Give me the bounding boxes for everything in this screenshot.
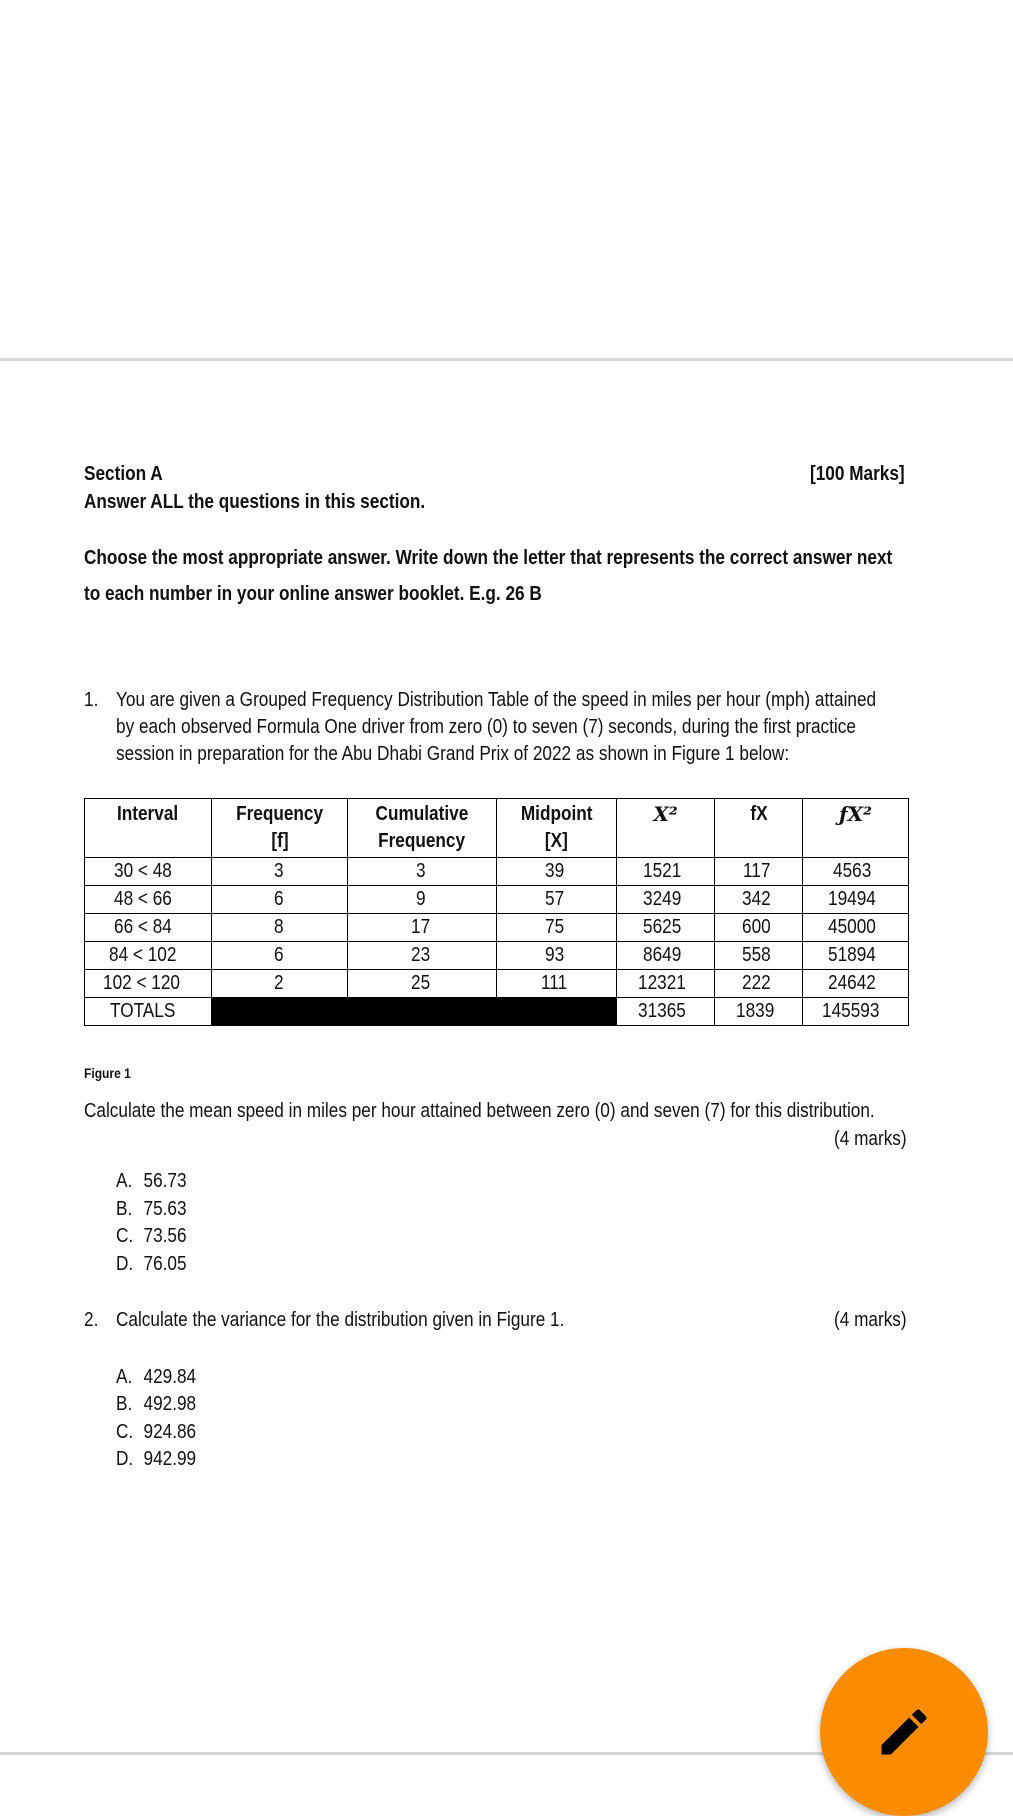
page-divider-top bbox=[0, 358, 1013, 361]
cell-fx: 342 bbox=[715, 886, 803, 914]
header-frequency: Frequency [f] bbox=[212, 799, 348, 858]
header-x-squared: X² bbox=[617, 799, 715, 858]
cell-midpoint: 57 bbox=[497, 886, 617, 914]
cell-fx: 600 bbox=[715, 914, 803, 942]
cell-total-fx: 1839 bbox=[715, 998, 803, 1026]
q2-option-c[interactable]: C. 924.86 bbox=[116, 1421, 197, 1443]
cell-total-fx-squared: 145593 bbox=[803, 998, 909, 1026]
cell-fx: 117 bbox=[715, 858, 803, 886]
cell-totals-label: TOTALS bbox=[85, 998, 212, 1026]
pencil-icon bbox=[874, 1702, 934, 1762]
cell-fx-squared: 51894 bbox=[803, 942, 909, 970]
section-title: Section A bbox=[84, 463, 163, 485]
cell-interval: 30 < 48 bbox=[85, 858, 212, 886]
cell-midpoint: 111 bbox=[497, 970, 617, 998]
cell-x-squared: 5625 bbox=[617, 914, 715, 942]
table-row bbox=[85, 970, 909, 998]
cell-x-squared: 3249 bbox=[617, 886, 715, 914]
figure-label: Figure 1 bbox=[84, 1065, 131, 1081]
frequency-table bbox=[84, 798, 909, 1026]
q1-option-a[interactable]: A. 56.73 bbox=[116, 1170, 187, 1192]
q2-option-a[interactable]: A. 429.84 bbox=[116, 1366, 197, 1388]
edit-fab-button[interactable] bbox=[820, 1648, 988, 1816]
table-row bbox=[85, 942, 909, 970]
cell-fx-squared: 19494 bbox=[803, 886, 909, 914]
header-cumulative-frequency: Cumulative Frequency bbox=[348, 799, 497, 858]
cell-frequency: 6 bbox=[212, 886, 348, 914]
cell-midpoint: 75 bbox=[497, 914, 617, 942]
cell-fx-squared: 45000 bbox=[803, 914, 909, 942]
table-row bbox=[85, 858, 909, 886]
cell-total-x-squared: 31365 bbox=[617, 998, 715, 1026]
header-midpoint: Midpoint [X] bbox=[497, 799, 617, 858]
cell-fx-squared: 4563 bbox=[803, 858, 909, 886]
cell-cumulative: 9 bbox=[348, 886, 497, 914]
cell-midpoint: 93 bbox=[497, 942, 617, 970]
cell-midpoint: 39 bbox=[497, 858, 617, 886]
cell-interval: 84 < 102 bbox=[85, 942, 212, 970]
cell-x-squared: 8649 bbox=[617, 942, 715, 970]
cell-frequency: 6 bbox=[212, 942, 348, 970]
cell-x-squared: 1521 bbox=[617, 858, 715, 886]
cell-fx-squared: 24642 bbox=[803, 970, 909, 998]
cell-cumulative: 17 bbox=[348, 914, 497, 942]
directions-line-2: to each number in your online answer booklet. E.g. 26 B bbox=[84, 583, 542, 605]
directions-line-1: Choose the most appropriate answer. Write down the letter that represents the correct answer next bbox=[84, 547, 893, 569]
q1-marks: (4 marks) bbox=[834, 1128, 907, 1150]
cell-interval: 102 < 120 bbox=[85, 970, 212, 998]
cell-fx: 222 bbox=[715, 970, 803, 998]
cell-frequency: 8 bbox=[212, 914, 348, 942]
table-header-row bbox=[85, 799, 909, 858]
q1-question: Calculate the mean speed in miles per hour attained between zero (0) and seven (7) for this distribution. bbox=[84, 1100, 875, 1122]
section-instruction: Answer ALL the questions in this section. bbox=[84, 491, 426, 513]
cell-cumulative: 23 bbox=[348, 942, 497, 970]
header-fx: fX bbox=[715, 799, 803, 858]
q1-text-line-1: You are given a Grouped Frequency Distribution Table of the speed in miles per hour (mph) attained bbox=[116, 689, 877, 711]
q1-text-line-3: session in preparation for the Abu Dhabi Grand Prix of 2022 as shown in Figure 1 below: bbox=[116, 743, 790, 765]
table-totals-row bbox=[85, 998, 909, 1026]
q1-option-d[interactable]: D. 76.05 bbox=[116, 1253, 187, 1275]
cell-frequency: 3 bbox=[212, 858, 348, 886]
q2-number: 2. bbox=[84, 1309, 99, 1331]
q2-option-d[interactable]: D. 942.99 bbox=[116, 1448, 197, 1470]
cell-fx: 558 bbox=[715, 942, 803, 970]
section-marks: [100 Marks] bbox=[810, 463, 905, 485]
table-row bbox=[85, 914, 909, 942]
header-interval: Interval bbox=[85, 799, 212, 858]
q2-option-b[interactable]: B. 492.98 bbox=[116, 1393, 197, 1415]
q1-number: 1. bbox=[84, 689, 99, 711]
table-row bbox=[85, 886, 909, 914]
cell-x-squared: 12321 bbox=[617, 970, 715, 998]
q1-text-line-2: by each observed Formula One driver from zero (0) to seven (7) seconds, during the first practice bbox=[116, 716, 856, 738]
cell-blacked-out bbox=[212, 998, 617, 1026]
q2-marks: (4 marks) bbox=[834, 1309, 907, 1331]
q2-question: Calculate the variance for the distribution given in Figure 1. bbox=[116, 1309, 565, 1331]
cell-cumulative: 3 bbox=[348, 858, 497, 886]
cell-interval: 48 < 66 bbox=[85, 886, 212, 914]
cell-cumulative: 25 bbox=[348, 970, 497, 998]
cell-interval: 66 < 84 bbox=[85, 914, 212, 942]
cell-frequency: 2 bbox=[212, 970, 348, 998]
q1-option-c[interactable]: C. 73.56 bbox=[116, 1225, 187, 1247]
header-fx-squared: ƒX² bbox=[803, 799, 909, 858]
q1-option-b[interactable]: B. 75.63 bbox=[116, 1198, 187, 1220]
